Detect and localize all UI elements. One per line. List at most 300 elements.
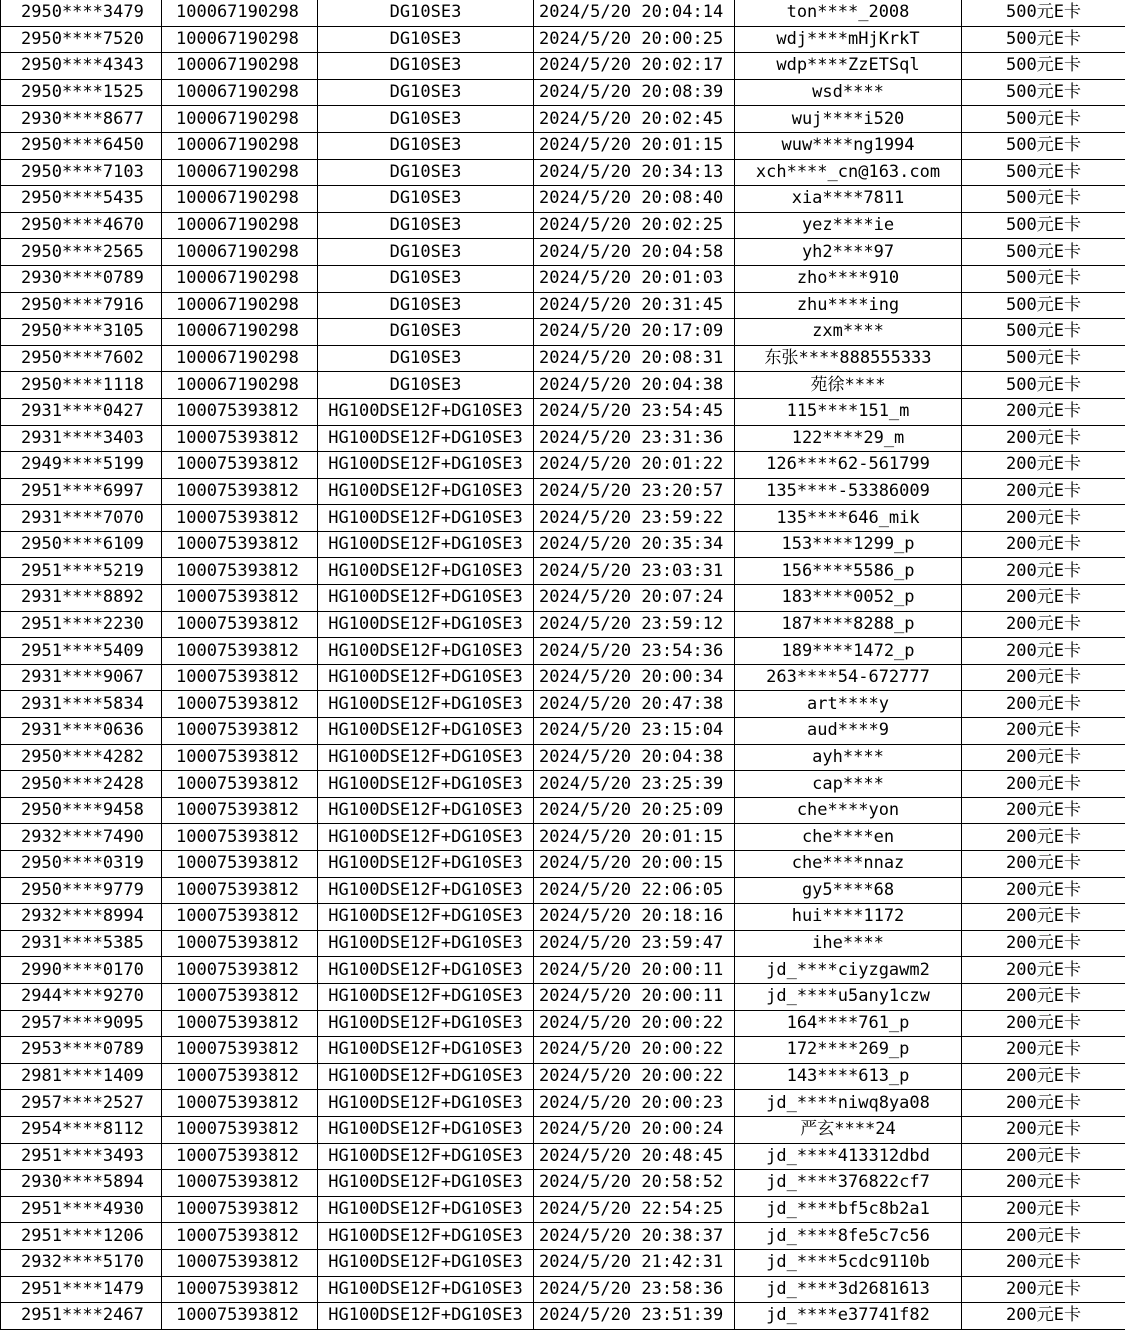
order-time-cell: 2024/5/20 20:02:17	[534, 53, 735, 80]
order-id-cell: 2949****5199	[1, 452, 162, 479]
sku-cell: 100075393812	[162, 558, 318, 585]
user-account-cell: ton****_2008	[735, 0, 962, 26]
model-cell: HG100DSE12F+DG10SE3	[318, 1196, 534, 1223]
order-time-cell: 2024/5/20 20:01:22	[534, 452, 735, 479]
sku-cell: 100067190298	[162, 0, 318, 26]
sku-cell: 100075393812	[162, 398, 318, 425]
prize-cell: 200元E卡	[962, 851, 1125, 878]
sku-cell: 100075393812	[162, 638, 318, 665]
order-id-cell: 2930****5894	[1, 1170, 162, 1197]
model-cell: HG100DSE12F+DG10SE3	[318, 585, 534, 612]
table-row	[1, 186, 1125, 213]
order-time-cell: 2024/5/20 20:08:40	[534, 186, 735, 213]
prize-cell: 200元E卡	[962, 425, 1125, 452]
model-cell: HG100DSE12F+DG10SE3	[318, 718, 534, 745]
prize-cell: 200元E卡	[962, 611, 1125, 638]
table-row	[1, 265, 1125, 292]
prize-cell: 500元E卡	[962, 79, 1125, 106]
order-id-cell: 2981****1409	[1, 1063, 162, 1090]
order-id-cell: 2950****7602	[1, 345, 162, 372]
user-account-cell: gy5****68	[735, 877, 962, 904]
sku-cell: 100075393812	[162, 691, 318, 718]
order-id-cell: 2931****3403	[1, 425, 162, 452]
prize-cell: 200元E卡	[962, 452, 1125, 479]
prize-cell: 500元E卡	[962, 345, 1125, 372]
sku-cell: 100075393812	[162, 983, 318, 1010]
prize-cell: 200元E卡	[962, 904, 1125, 931]
order-time-cell: 2024/5/20 23:59:47	[534, 930, 735, 957]
order-id-cell: 2950****6109	[1, 531, 162, 558]
sku-cell: 100067190298	[162, 265, 318, 292]
order-id-cell: 2951****4930	[1, 1196, 162, 1223]
sku-cell: 100075393812	[162, 531, 318, 558]
model-cell: HG100DSE12F+DG10SE3	[318, 851, 534, 878]
order-time-cell: 2024/5/20 20:00:25	[534, 26, 735, 53]
table-row	[1, 505, 1125, 532]
table-row	[1, 797, 1125, 824]
model-cell: DG10SE3	[318, 292, 534, 319]
model-cell: DG10SE3	[318, 319, 534, 346]
user-account-cell: 135****-53386009	[735, 478, 962, 505]
order-time-cell: 2024/5/20 20:01:03	[534, 265, 735, 292]
order-time-cell: 2024/5/20 20:00:11	[534, 957, 735, 984]
order-id-cell: 2931****5385	[1, 930, 162, 957]
user-account-cell: jd_****8fe5c7c56	[735, 1223, 962, 1250]
prize-cell: 200元E卡	[962, 505, 1125, 532]
order-time-cell: 2024/5/20 20:00:11	[534, 983, 735, 1010]
order-time-cell: 2024/5/20 20:08:31	[534, 345, 735, 372]
sku-cell: 100075393812	[162, 1063, 318, 1090]
model-cell: HG100DSE12F+DG10SE3	[318, 797, 534, 824]
sku-cell: 100067190298	[162, 212, 318, 239]
table-row	[1, 585, 1125, 612]
table-row	[1, 531, 1125, 558]
order-time-cell: 2024/5/20 20:00:34	[534, 664, 735, 691]
sku-cell: 100075393812	[162, 1223, 318, 1250]
user-account-cell: 172****269_p	[735, 1037, 962, 1064]
prize-cell: 200元E卡	[962, 664, 1125, 691]
prize-cell: 500元E卡	[962, 132, 1125, 159]
prize-cell: 200元E卡	[962, 691, 1125, 718]
order-id-cell: 2950****0319	[1, 851, 162, 878]
order-id-cell: 2950****6450	[1, 132, 162, 159]
sku-cell: 100067190298	[162, 186, 318, 213]
order-id-cell: 2950****7520	[1, 26, 162, 53]
prize-cell: 500元E卡	[962, 372, 1125, 399]
sku-cell: 100067190298	[162, 319, 318, 346]
order-id-cell: 2950****4670	[1, 212, 162, 239]
model-cell: DG10SE3	[318, 159, 534, 186]
user-account-cell: ihe****	[735, 930, 962, 957]
order-id-cell: 2951****2467	[1, 1303, 162, 1330]
order-id-cell: 2990****0170	[1, 957, 162, 984]
order-time-cell: 2024/5/20 20:34:13	[534, 159, 735, 186]
model-cell: HG100DSE12F+DG10SE3	[318, 904, 534, 931]
model-cell: HG100DSE12F+DG10SE3	[318, 1223, 534, 1250]
table-row	[1, 1276, 1125, 1303]
order-id-cell: 2950****9458	[1, 797, 162, 824]
user-account-cell: 164****761_p	[735, 1010, 962, 1037]
sku-cell: 100067190298	[162, 159, 318, 186]
user-account-cell: 115****151_m	[735, 398, 962, 425]
sku-cell: 100075393812	[162, 930, 318, 957]
model-cell: HG100DSE12F+DG10SE3	[318, 877, 534, 904]
table-row	[1, 26, 1125, 53]
prize-cell: 500元E卡	[962, 186, 1125, 213]
prize-cell: 200元E卡	[962, 398, 1125, 425]
model-cell: DG10SE3	[318, 186, 534, 213]
table-row	[1, 1010, 1125, 1037]
order-time-cell: 2024/5/20 23:54:45	[534, 398, 735, 425]
prize-cell: 200元E卡	[962, 478, 1125, 505]
user-account-cell: zhu****ing	[735, 292, 962, 319]
order-time-cell: 2024/5/20 22:06:05	[534, 877, 735, 904]
order-time-cell: 2024/5/20 20:00:24	[534, 1116, 735, 1143]
prize-cell: 200元E卡	[962, 558, 1125, 585]
table-row	[1, 824, 1125, 851]
sku-cell: 100075393812	[162, 664, 318, 691]
user-account-cell: 135****646_mik	[735, 505, 962, 532]
model-cell: HG100DSE12F+DG10SE3	[318, 638, 534, 665]
prize-cell: 500元E卡	[962, 159, 1125, 186]
sku-cell: 100075393812	[162, 1276, 318, 1303]
table-row	[1, 0, 1125, 26]
table-row	[1, 930, 1125, 957]
user-account-cell: zxm****	[735, 319, 962, 346]
model-cell: HG100DSE12F+DG10SE3	[318, 1037, 534, 1064]
order-id-cell: 2950****2565	[1, 239, 162, 266]
prize-cell: 500元E卡	[962, 26, 1125, 53]
user-account-cell: 263****54-672777	[735, 664, 962, 691]
model-cell: HG100DSE12F+DG10SE3	[318, 664, 534, 691]
model-cell: HG100DSE12F+DG10SE3	[318, 425, 534, 452]
table-row	[1, 744, 1125, 771]
user-account-cell: 严玄****24	[735, 1116, 962, 1143]
prize-cell: 200元E卡	[962, 771, 1125, 798]
table-row	[1, 904, 1125, 931]
order-time-cell: 2024/5/20 20:02:45	[534, 106, 735, 133]
model-cell: HG100DSE12F+DG10SE3	[318, 478, 534, 505]
order-time-cell: 2024/5/20 20:00:22	[534, 1063, 735, 1090]
table-row	[1, 851, 1125, 878]
order-time-cell: 2024/5/20 20:58:52	[534, 1170, 735, 1197]
order-id-cell: 2950****7916	[1, 292, 162, 319]
prize-cell: 200元E卡	[962, 1223, 1125, 1250]
table-row	[1, 1090, 1125, 1117]
sku-cell: 100075393812	[162, 585, 318, 612]
order-id-cell: 2950****3479	[1, 0, 162, 26]
model-cell: HG100DSE12F+DG10SE3	[318, 1170, 534, 1197]
table-row	[1, 398, 1125, 425]
order-time-cell: 2024/5/20 20:07:24	[534, 585, 735, 612]
user-account-cell: jd_****376822cf7	[735, 1170, 962, 1197]
user-account-cell: 183****0052_p	[735, 585, 962, 612]
sku-cell: 100075393812	[162, 1170, 318, 1197]
sku-cell: 100067190298	[162, 53, 318, 80]
order-id-cell: 2932****8994	[1, 904, 162, 931]
user-account-cell: jd_****413312dbd	[735, 1143, 962, 1170]
order-id-cell: 2953****0789	[1, 1037, 162, 1064]
table-row	[1, 159, 1125, 186]
user-account-cell: 东张****888555333	[735, 345, 962, 372]
prize-cell: 200元E卡	[962, 744, 1125, 771]
order-id-cell: 2950****5435	[1, 186, 162, 213]
order-time-cell: 2024/5/20 20:04:38	[534, 372, 735, 399]
table-row	[1, 132, 1125, 159]
prize-cell: 200元E卡	[962, 638, 1125, 665]
order-time-cell: 2024/5/20 20:04:14	[534, 0, 735, 26]
sku-cell: 100075393812	[162, 1303, 318, 1330]
model-cell: HG100DSE12F+DG10SE3	[318, 1063, 534, 1090]
table-row	[1, 1223, 1125, 1250]
order-time-cell: 2024/5/20 23:58:36	[534, 1276, 735, 1303]
order-id-cell: 2930****0789	[1, 265, 162, 292]
user-account-cell: 187****8288_p	[735, 611, 962, 638]
table-row	[1, 372, 1125, 399]
model-cell: DG10SE3	[318, 26, 534, 53]
prize-cell: 500元E卡	[962, 239, 1125, 266]
model-cell: HG100DSE12F+DG10SE3	[318, 1303, 534, 1330]
user-account-cell: 苑徐****	[735, 372, 962, 399]
order-id-cell: 2950****9779	[1, 877, 162, 904]
order-id-cell: 2931****7070	[1, 505, 162, 532]
order-time-cell: 2024/5/20 21:42:31	[534, 1249, 735, 1276]
user-account-cell: ayh****	[735, 744, 962, 771]
order-id-cell: 2957****9095	[1, 1010, 162, 1037]
sku-cell: 100067190298	[162, 106, 318, 133]
user-account-cell: jd_****3d2681613	[735, 1276, 962, 1303]
sku-cell: 100075393812	[162, 904, 318, 931]
order-time-cell: 2024/5/20 20:18:16	[534, 904, 735, 931]
user-account-cell: 126****62-561799	[735, 452, 962, 479]
user-account-cell: 189****1472_p	[735, 638, 962, 665]
order-id-cell: 2957****2527	[1, 1090, 162, 1117]
order-id-cell: 2931****0427	[1, 398, 162, 425]
model-cell: HG100DSE12F+DG10SE3	[318, 1276, 534, 1303]
sku-cell: 100067190298	[162, 292, 318, 319]
sku-cell: 100067190298	[162, 372, 318, 399]
prize-cell: 500元E卡	[962, 319, 1125, 346]
model-cell: HG100DSE12F+DG10SE3	[318, 1010, 534, 1037]
sku-cell: 100075393812	[162, 797, 318, 824]
order-time-cell: 2024/5/20 20:08:39	[534, 79, 735, 106]
order-id-cell: 2950****4282	[1, 744, 162, 771]
prize-cell: 200元E卡	[962, 1116, 1125, 1143]
order-time-cell: 2024/5/20 20:17:09	[534, 319, 735, 346]
prize-cell: 200元E卡	[962, 824, 1125, 851]
prize-cell: 500元E卡	[962, 106, 1125, 133]
order-time-cell: 2024/5/20 23:54:36	[534, 638, 735, 665]
prize-cell: 200元E卡	[962, 1249, 1125, 1276]
user-account-cell: 122****29_m	[735, 425, 962, 452]
order-id-cell: 2931****5834	[1, 691, 162, 718]
table-row	[1, 452, 1125, 479]
order-time-cell: 2024/5/20 23:15:04	[534, 718, 735, 745]
model-cell: DG10SE3	[318, 345, 534, 372]
model-cell: HG100DSE12F+DG10SE3	[318, 611, 534, 638]
model-cell: DG10SE3	[318, 239, 534, 266]
prize-cell: 200元E卡	[962, 797, 1125, 824]
order-id-cell: 2950****3105	[1, 319, 162, 346]
order-id-cell: 2951****5409	[1, 638, 162, 665]
table-row	[1, 345, 1125, 372]
user-account-cell: hui****1172	[735, 904, 962, 931]
order-id-cell: 2950****1118	[1, 372, 162, 399]
sku-cell: 100067190298	[162, 79, 318, 106]
order-time-cell: 2024/5/20 20:31:45	[534, 292, 735, 319]
model-cell: HG100DSE12F+DG10SE3	[318, 691, 534, 718]
sku-cell: 100075393812	[162, 851, 318, 878]
prize-cell: 200元E卡	[962, 930, 1125, 957]
order-time-cell: 2024/5/20 20:47:38	[534, 691, 735, 718]
user-account-cell: yez****ie	[735, 212, 962, 239]
order-id-cell: 2951****1479	[1, 1276, 162, 1303]
model-cell: HG100DSE12F+DG10SE3	[318, 930, 534, 957]
sku-cell: 100067190298	[162, 345, 318, 372]
order-id-cell: 2931****8892	[1, 585, 162, 612]
prize-cell: 200元E卡	[962, 1010, 1125, 1037]
user-account-cell: 143****613_p	[735, 1063, 962, 1090]
sku-cell: 100075393812	[162, 771, 318, 798]
order-time-cell: 2024/5/20 23:59:12	[534, 611, 735, 638]
prize-cell: 500元E卡	[962, 212, 1125, 239]
table-row	[1, 319, 1125, 346]
sku-cell: 100075393812	[162, 1196, 318, 1223]
order-time-cell: 2024/5/20 20:38:37	[534, 1223, 735, 1250]
sku-cell: 100075393812	[162, 1037, 318, 1064]
user-account-cell: 156****5586_p	[735, 558, 962, 585]
user-account-cell: jd_****bf5c8b2a1	[735, 1196, 962, 1223]
table-row	[1, 1196, 1125, 1223]
user-account-cell: jd_****5cdc9110b	[735, 1249, 962, 1276]
model-cell: HG100DSE12F+DG10SE3	[318, 1090, 534, 1117]
order-id-cell: 2932****7490	[1, 824, 162, 851]
table-row	[1, 53, 1125, 80]
user-account-cell: 153****1299_p	[735, 531, 962, 558]
table-row	[1, 877, 1125, 904]
order-time-cell: 2024/5/20 23:03:31	[534, 558, 735, 585]
order-id-cell: 2931****9067	[1, 664, 162, 691]
sku-cell: 100067190298	[162, 239, 318, 266]
table-row	[1, 425, 1125, 452]
model-cell: HG100DSE12F+DG10SE3	[318, 824, 534, 851]
order-id-cell: 2950****2428	[1, 771, 162, 798]
model-cell: DG10SE3	[318, 372, 534, 399]
user-account-cell: jd_****niwq8ya08	[735, 1090, 962, 1117]
prize-cell: 500元E卡	[962, 292, 1125, 319]
order-id-cell: 2951****1206	[1, 1223, 162, 1250]
prize-cell: 200元E卡	[962, 585, 1125, 612]
order-time-cell: 2024/5/20 20:01:15	[534, 824, 735, 851]
prize-cell: 200元E卡	[962, 1303, 1125, 1330]
order-time-cell: 2024/5/20 20:04:38	[534, 744, 735, 771]
order-id-cell: 2950****4343	[1, 53, 162, 80]
table-row	[1, 292, 1125, 319]
sku-cell: 100075393812	[162, 1143, 318, 1170]
order-id-cell: 2954****8112	[1, 1116, 162, 1143]
table-row	[1, 79, 1125, 106]
prize-cell: 200元E卡	[962, 1063, 1125, 1090]
sku-cell: 100075393812	[162, 824, 318, 851]
user-account-cell: jd_****ciyzgawm2	[735, 957, 962, 984]
model-cell: HG100DSE12F+DG10SE3	[318, 983, 534, 1010]
table-row	[1, 478, 1125, 505]
model-cell: DG10SE3	[318, 79, 534, 106]
user-account-cell: wuw****ng1994	[735, 132, 962, 159]
sku-cell: 100075393812	[162, 744, 318, 771]
sku-cell: 100067190298	[162, 132, 318, 159]
prize-cell: 500元E卡	[962, 265, 1125, 292]
table-row	[1, 1249, 1125, 1276]
model-cell: HG100DSE12F+DG10SE3	[318, 1143, 534, 1170]
order-id-cell: 2950****7103	[1, 159, 162, 186]
model-cell: DG10SE3	[318, 106, 534, 133]
order-time-cell: 2024/5/20 23:25:39	[534, 771, 735, 798]
order-time-cell: 2024/5/20 20:00:15	[534, 851, 735, 878]
table-row	[1, 212, 1125, 239]
table-row	[1, 1143, 1125, 1170]
table-row	[1, 1303, 1125, 1330]
user-account-cell: che****en	[735, 824, 962, 851]
table-row	[1, 1170, 1125, 1197]
order-time-cell: 2024/5/20 23:20:57	[534, 478, 735, 505]
table-row	[1, 1063, 1125, 1090]
prize-cell: 500元E卡	[962, 0, 1125, 26]
model-cell: HG100DSE12F+DG10SE3	[318, 1249, 534, 1276]
user-account-cell: wdp****ZzETSql	[735, 53, 962, 80]
table-row	[1, 983, 1125, 1010]
order-time-cell: 2024/5/20 20:25:09	[534, 797, 735, 824]
sku-cell: 100075393812	[162, 1010, 318, 1037]
sku-cell: 100075393812	[162, 1249, 318, 1276]
sku-cell: 100075393812	[162, 1116, 318, 1143]
model-cell: HG100DSE12F+DG10SE3	[318, 505, 534, 532]
sku-cell: 100075393812	[162, 425, 318, 452]
winners-table-body	[1, 0, 1125, 1329]
order-id-cell: 2944****9270	[1, 983, 162, 1010]
order-time-cell: 2024/5/20 20:01:15	[534, 132, 735, 159]
model-cell: HG100DSE12F+DG10SE3	[318, 744, 534, 771]
order-id-cell: 2950****1525	[1, 79, 162, 106]
order-id-cell: 2951****5219	[1, 558, 162, 585]
sku-cell: 100075393812	[162, 1090, 318, 1117]
prize-cell: 200元E卡	[962, 1196, 1125, 1223]
user-account-cell: xia****7811	[735, 186, 962, 213]
order-time-cell: 2024/5/20 20:00:22	[534, 1037, 735, 1064]
model-cell: HG100DSE12F+DG10SE3	[318, 531, 534, 558]
sku-cell: 100075393812	[162, 452, 318, 479]
user-account-cell: che****nnaz	[735, 851, 962, 878]
user-account-cell: xch****_cn@163.com	[735, 159, 962, 186]
model-cell: HG100DSE12F+DG10SE3	[318, 957, 534, 984]
user-account-cell: yh2****97	[735, 239, 962, 266]
user-account-cell: art****y	[735, 691, 962, 718]
prize-cell: 200元E卡	[962, 983, 1125, 1010]
prize-cell: 200元E卡	[962, 1090, 1125, 1117]
order-id-cell: 2932****5170	[1, 1249, 162, 1276]
user-account-cell: wsd****	[735, 79, 962, 106]
sku-cell: 100075393812	[162, 478, 318, 505]
order-id-cell: 2951****3493	[1, 1143, 162, 1170]
prize-cell: 200元E卡	[962, 1276, 1125, 1303]
prize-cell: 200元E卡	[962, 531, 1125, 558]
model-cell: HG100DSE12F+DG10SE3	[318, 558, 534, 585]
table-row	[1, 638, 1125, 665]
table-row	[1, 718, 1125, 745]
user-account-cell: che****yon	[735, 797, 962, 824]
user-account-cell: aud****9	[735, 718, 962, 745]
order-id-cell: 2931****0636	[1, 718, 162, 745]
